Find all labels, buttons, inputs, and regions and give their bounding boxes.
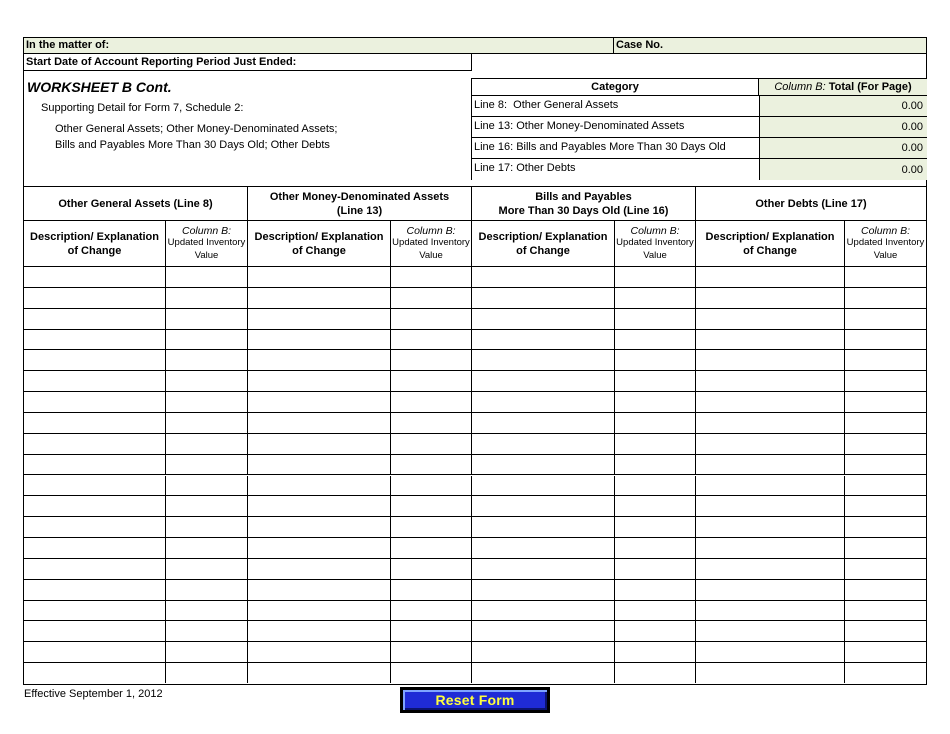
table-row <box>24 455 926 476</box>
line17-value-cell[interactable] <box>845 496 926 516</box>
line17-desc-cell[interactable] <box>696 517 845 537</box>
case-number-input[interactable] <box>665 38 925 53</box>
line16-desc-cell[interactable] <box>472 476 615 496</box>
line16-desc-cell[interactable] <box>472 496 615 516</box>
line8-desc-cell[interactable] <box>24 371 166 391</box>
line13-value-cell[interactable] <box>391 538 472 558</box>
worksheet-desc-line1: Other General Assets; Other Money-Denominated Assets; <box>55 123 338 135</box>
line13-value-cell[interactable] <box>391 621 472 641</box>
subheader-desc-line8 <box>24 221 166 267</box>
summary-row-line8 <box>472 96 927 117</box>
line8-desc-cell[interactable] <box>24 663 166 683</box>
line8-value-cell[interactable] <box>166 642 248 662</box>
subheader-colb-text: Column B: <box>860 224 911 237</box>
line8-desc-cell[interactable] <box>24 476 166 496</box>
line8-value-cell[interactable] <box>166 476 248 496</box>
line16-desc-cell[interactable] <box>472 350 615 370</box>
subheader-updated-text: Updated Inventory <box>616 237 694 249</box>
line13-value-cell[interactable] <box>391 517 472 537</box>
line16-value-cell[interactable] <box>615 496 696 516</box>
line13-value-cell[interactable] <box>391 413 472 433</box>
group-header-line8 <box>24 187 248 221</box>
summary-row-label: Line 16: Bills and Payables More Than 30 Days Old <box>474 141 726 153</box>
line13-desc-cell[interactable] <box>248 601 391 621</box>
line8-desc-cell[interactable] <box>24 580 166 600</box>
line8-desc-cell[interactable] <box>24 496 166 516</box>
worksheet-title: WORKSHEET B Cont. <box>27 79 172 95</box>
line16-desc-cell[interactable] <box>472 371 615 391</box>
line17-value-cell[interactable] <box>845 330 926 350</box>
matter-input[interactable] <box>108 38 612 53</box>
line13-desc-cell[interactable] <box>248 538 391 558</box>
line8-desc-cell[interactable] <box>24 621 166 641</box>
line16-desc-cell[interactable] <box>472 538 615 558</box>
line16-value-cell[interactable] <box>615 621 696 641</box>
line17-desc-cell[interactable] <box>696 350 845 370</box>
line13-desc-cell[interactable] <box>248 392 391 412</box>
start-date-label: Start Date of Account Reporting Period Just Ended: <box>26 56 297 68</box>
line8-value-cell[interactable] <box>166 309 248 329</box>
category-header: Category <box>591 81 639 93</box>
table-row <box>24 371 926 392</box>
summary-row-value: 0.00 <box>901 100 923 112</box>
line17-value-cell[interactable] <box>845 663 926 683</box>
line16-value-cell[interactable] <box>615 288 696 308</box>
line16-value-cell[interactable] <box>615 434 696 454</box>
category-header-cell <box>472 79 759 96</box>
line8-value-cell[interactable] <box>166 601 248 621</box>
line17-value-cell[interactable] <box>845 559 926 579</box>
line13-value-cell[interactable] <box>391 663 472 683</box>
line8-value-cell[interactable] <box>166 538 248 558</box>
line8-desc-cell[interactable] <box>24 330 166 350</box>
subheader-desc-line16 <box>472 221 615 267</box>
line16-value-cell[interactable] <box>615 413 696 433</box>
line17-value-cell[interactable] <box>845 371 926 391</box>
line17-desc-cell[interactable] <box>696 538 845 558</box>
group-header-text: Other Money-Denominated Assets <box>269 190 450 203</box>
line13-desc-cell[interactable] <box>248 288 391 308</box>
line13-desc-cell[interactable] <box>248 371 391 391</box>
table-row <box>24 517 926 538</box>
line13-desc-cell[interactable] <box>248 350 391 370</box>
line16-desc-cell[interactable] <box>472 434 615 454</box>
line16-desc-cell[interactable] <box>472 267 615 287</box>
worksheet-left-border <box>23 71 24 187</box>
subheader-value-text: Value <box>873 249 898 261</box>
line17-desc-cell[interactable] <box>696 309 845 329</box>
line8-desc-cell[interactable] <box>24 267 166 287</box>
table-row <box>24 559 926 580</box>
table-row <box>24 288 926 309</box>
line17-value-cell[interactable] <box>845 517 926 537</box>
line8-value-cell[interactable] <box>166 413 248 433</box>
line13-desc-cell[interactable] <box>248 476 391 496</box>
line16-desc-cell[interactable] <box>472 330 615 350</box>
matter-label: In the matter of: <box>26 39 110 51</box>
colb-header-label: Total (For Page) <box>828 81 912 93</box>
subheader-colb-text: Column B: <box>406 224 456 237</box>
line13-value-cell[interactable] <box>391 601 472 621</box>
line13-value-cell[interactable] <box>391 267 472 287</box>
group-header-text: Other General Assets (Line 8) <box>58 197 213 210</box>
subheader-updated-text: Updated Inventory <box>392 237 470 249</box>
line17-desc-cell[interactable] <box>696 580 845 600</box>
line17-value-cell[interactable] <box>845 476 926 496</box>
summary-row-value-cell <box>759 138 927 158</box>
line13-desc-cell[interactable] <box>248 517 391 537</box>
line17-value-cell[interactable] <box>845 267 926 287</box>
group-header-line13 <box>248 187 472 221</box>
line16-value-cell[interactable] <box>615 267 696 287</box>
line17-desc-cell[interactable] <box>696 559 845 579</box>
subheader-desc-line17 <box>696 221 845 267</box>
line17-value-cell[interactable] <box>845 350 926 370</box>
table-row <box>24 642 926 663</box>
line17-value-cell[interactable] <box>845 621 926 641</box>
table-row <box>24 434 926 455</box>
line8-desc-cell[interactable] <box>24 601 166 621</box>
line13-desc-cell[interactable] <box>248 621 391 641</box>
line8-value-cell[interactable] <box>166 330 248 350</box>
line8-value-cell[interactable] <box>166 288 248 308</box>
line17-desc-cell[interactable] <box>696 288 845 308</box>
line17-value-cell[interactable] <box>845 288 926 308</box>
line8-value-cell[interactable] <box>166 663 248 683</box>
subheader-desc-line13 <box>248 221 391 267</box>
line17-desc-cell[interactable] <box>696 434 845 454</box>
line16-desc-cell[interactable] <box>472 455 615 475</box>
summary-row-label: Line 8: Other General Assets <box>474 99 619 111</box>
line17-desc-cell[interactable] <box>696 455 845 475</box>
line17-value-cell[interactable] <box>845 455 926 475</box>
worksheet-desc-line2: Bills and Payables More Than 30 Days Old; Other Debts <box>55 139 330 151</box>
line17-value-cell[interactable] <box>845 413 926 433</box>
line8-desc-cell[interactable] <box>24 392 166 412</box>
table-row <box>24 330 926 351</box>
summary-row-value: 0.00 <box>901 121 923 133</box>
summary-row-line13 <box>472 117 927 138</box>
line17-desc-cell[interactable] <box>696 371 845 391</box>
group-header-subtext: More Than 30 Days Old (Line 16) <box>498 204 669 217</box>
table-row <box>24 496 926 517</box>
line16-value-cell[interactable] <box>615 476 696 496</box>
group-header-text: Other Debts (Line 17) <box>755 197 867 210</box>
line16-desc-cell[interactable] <box>472 309 615 329</box>
colb-header-prefix: Column B: <box>774 81 826 93</box>
line13-desc-cell[interactable] <box>248 267 391 287</box>
summary-row-value-cell <box>759 96 927 116</box>
line17-value-cell[interactable] <box>845 601 926 621</box>
line16-desc-cell[interactable] <box>472 642 615 662</box>
table-row <box>24 267 926 288</box>
group-header-subtext: (Line 13) <box>336 204 383 217</box>
line8-value-cell[interactable] <box>166 559 248 579</box>
subheader-updated-text: Updated Inventory <box>167 237 246 249</box>
line13-value-cell[interactable] <box>391 455 472 475</box>
line17-desc-cell[interactable] <box>696 392 845 412</box>
line13-value-cell[interactable] <box>391 392 472 412</box>
start-date-input[interactable] <box>273 55 471 70</box>
line13-desc-cell[interactable] <box>248 642 391 662</box>
line13-desc-cell[interactable] <box>248 434 391 454</box>
line17-value-cell[interactable] <box>845 434 926 454</box>
line16-value-cell[interactable] <box>615 642 696 662</box>
line17-value-cell[interactable] <box>845 642 926 662</box>
line13-desc-cell[interactable] <box>248 559 391 579</box>
line16-desc-cell[interactable] <box>472 413 615 433</box>
line8-value-cell[interactable] <box>166 392 248 412</box>
line13-value-cell[interactable] <box>391 309 472 329</box>
line17-value-cell[interactable] <box>845 392 926 412</box>
line16-value-cell[interactable] <box>615 663 696 683</box>
summary-row-label: Line 17: Other Debts <box>474 162 576 174</box>
line17-value-cell[interactable] <box>845 538 926 558</box>
table-row <box>24 580 926 601</box>
line13-desc-cell[interactable] <box>248 413 391 433</box>
line13-desc-cell[interactable] <box>248 663 391 683</box>
line16-desc-cell[interactable] <box>472 288 615 308</box>
table-row <box>24 350 926 371</box>
line16-value-cell[interactable] <box>615 580 696 600</box>
line8-value-cell[interactable] <box>166 267 248 287</box>
line8-desc-cell[interactable] <box>24 309 166 329</box>
detail-grid <box>23 186 927 685</box>
subheader-colb-text: Column B: <box>630 224 680 237</box>
line17-desc-cell[interactable] <box>696 476 845 496</box>
subheader-desc-text: Description/ Explanation of Change <box>478 230 608 257</box>
line13-value-cell[interactable] <box>391 371 472 391</box>
line16-desc-cell[interactable] <box>472 517 615 537</box>
line8-desc-cell[interactable] <box>24 559 166 579</box>
line16-desc-cell[interactable] <box>472 663 615 683</box>
summary-table <box>471 78 927 180</box>
table-row <box>24 476 926 497</box>
line16-desc-cell[interactable] <box>472 392 615 412</box>
line16-desc-cell[interactable] <box>472 559 615 579</box>
line13-desc-cell[interactable] <box>248 496 391 516</box>
line16-value-cell[interactable] <box>615 309 696 329</box>
line16-value-cell[interactable] <box>615 601 696 621</box>
summary-row-value-cell <box>759 117 927 137</box>
line13-desc-cell[interactable] <box>248 330 391 350</box>
subheader-updated-text: Updated Inventory <box>846 237 925 249</box>
summary-row-value: 0.00 <box>901 142 923 154</box>
summary-row-line17 <box>472 159 927 180</box>
summary-row-value-cell <box>759 159 927 180</box>
effective-date: Effective September 1, 2012 <box>24 688 163 700</box>
line8-desc-cell[interactable] <box>24 434 166 454</box>
line17-desc-cell[interactable] <box>696 621 845 641</box>
subheader-desc-text: Description/ Explanation of Change <box>30 230 159 257</box>
line13-value-cell[interactable] <box>391 330 472 350</box>
line8-value-cell[interactable] <box>166 434 248 454</box>
subheader-desc-text: Description/ Explanation of Change <box>705 230 835 257</box>
subheader-colb-line8 <box>166 221 248 267</box>
summary-row-line16 <box>472 138 927 159</box>
supporting-detail: Supporting Detail for Form 7, Schedule 2: <box>41 102 244 114</box>
reset-form-button[interactable]: Reset Form <box>400 687 550 713</box>
table-row <box>24 538 926 559</box>
line16-value-cell[interactable] <box>615 517 696 537</box>
summary-row-value: 0.00 <box>901 163 923 176</box>
line13-desc-cell[interactable] <box>248 580 391 600</box>
line8-desc-cell[interactable] <box>24 517 166 537</box>
line8-value-cell[interactable] <box>166 455 248 475</box>
detail-rows <box>24 267 926 684</box>
line13-value-cell[interactable] <box>391 288 472 308</box>
line8-value-cell[interactable] <box>166 517 248 537</box>
line13-value-cell[interactable] <box>391 350 472 370</box>
line13-value-cell[interactable] <box>391 642 472 662</box>
table-row <box>24 621 926 642</box>
line8-desc-cell[interactable] <box>24 538 166 558</box>
line8-value-cell[interactable] <box>166 350 248 370</box>
line8-value-cell[interactable] <box>166 580 248 600</box>
line13-desc-cell[interactable] <box>248 309 391 329</box>
subheader-value-text: Value <box>194 249 219 261</box>
line17-desc-cell[interactable] <box>696 267 845 287</box>
case-divider <box>613 37 614 54</box>
subheader-value-text: Value <box>643 249 667 261</box>
subheader-colb-line17 <box>845 221 926 267</box>
line17-desc-cell[interactable] <box>696 663 845 683</box>
line8-desc-cell[interactable] <box>24 350 166 370</box>
line17-desc-cell[interactable] <box>696 330 845 350</box>
line13-value-cell[interactable] <box>391 559 472 579</box>
subheader-colb-text: Column B: <box>181 224 232 237</box>
line17-value-cell[interactable] <box>845 309 926 329</box>
line8-value-cell[interactable] <box>166 496 248 516</box>
subheader-desc-text: Description/ Explanation of Change <box>254 230 384 257</box>
line17-desc-cell[interactable] <box>696 601 845 621</box>
line13-value-cell[interactable] <box>391 434 472 454</box>
line17-desc-cell[interactable] <box>696 642 845 662</box>
group-header-line17 <box>696 187 926 221</box>
line16-value-cell[interactable] <box>615 455 696 475</box>
line16-value-cell[interactable] <box>615 392 696 412</box>
line13-value-cell[interactable] <box>391 476 472 496</box>
subheader-colb-line16 <box>615 221 696 267</box>
line16-desc-cell[interactable] <box>472 621 615 641</box>
line16-desc-cell[interactable] <box>472 601 615 621</box>
subheader-value-text: Value <box>419 249 443 261</box>
case-label: Case No. <box>616 39 664 51</box>
line8-desc-cell[interactable] <box>24 455 166 475</box>
line8-desc-cell[interactable] <box>24 413 166 433</box>
line16-value-cell[interactable] <box>615 350 696 370</box>
colb-header-cell <box>759 79 927 96</box>
line8-desc-cell[interactable] <box>24 288 166 308</box>
line8-value-cell[interactable] <box>166 621 248 641</box>
line13-desc-cell[interactable] <box>248 455 391 475</box>
line17-desc-cell[interactable] <box>696 496 845 516</box>
line16-value-cell[interactable] <box>615 559 696 579</box>
line16-desc-cell[interactable] <box>472 580 615 600</box>
line13-value-cell[interactable] <box>391 496 472 516</box>
table-row <box>24 601 926 622</box>
table-row <box>24 663 926 684</box>
line16-value-cell[interactable] <box>615 538 696 558</box>
line16-value-cell[interactable] <box>615 330 696 350</box>
line17-value-cell[interactable] <box>845 580 926 600</box>
summary-row-label: Line 13: Other Money-Denominated Assets <box>474 120 685 132</box>
line8-value-cell[interactable] <box>166 371 248 391</box>
subheader-colb-line13 <box>391 221 472 267</box>
line8-desc-cell[interactable] <box>24 642 166 662</box>
table-row <box>24 413 926 434</box>
line16-value-cell[interactable] <box>615 371 696 391</box>
line17-desc-cell[interactable] <box>696 413 845 433</box>
group-header-text: Bills and Payables <box>535 190 632 203</box>
table-row <box>24 392 926 413</box>
group-header-line16 <box>472 187 696 221</box>
table-row <box>24 309 926 330</box>
line13-value-cell[interactable] <box>391 580 472 600</box>
